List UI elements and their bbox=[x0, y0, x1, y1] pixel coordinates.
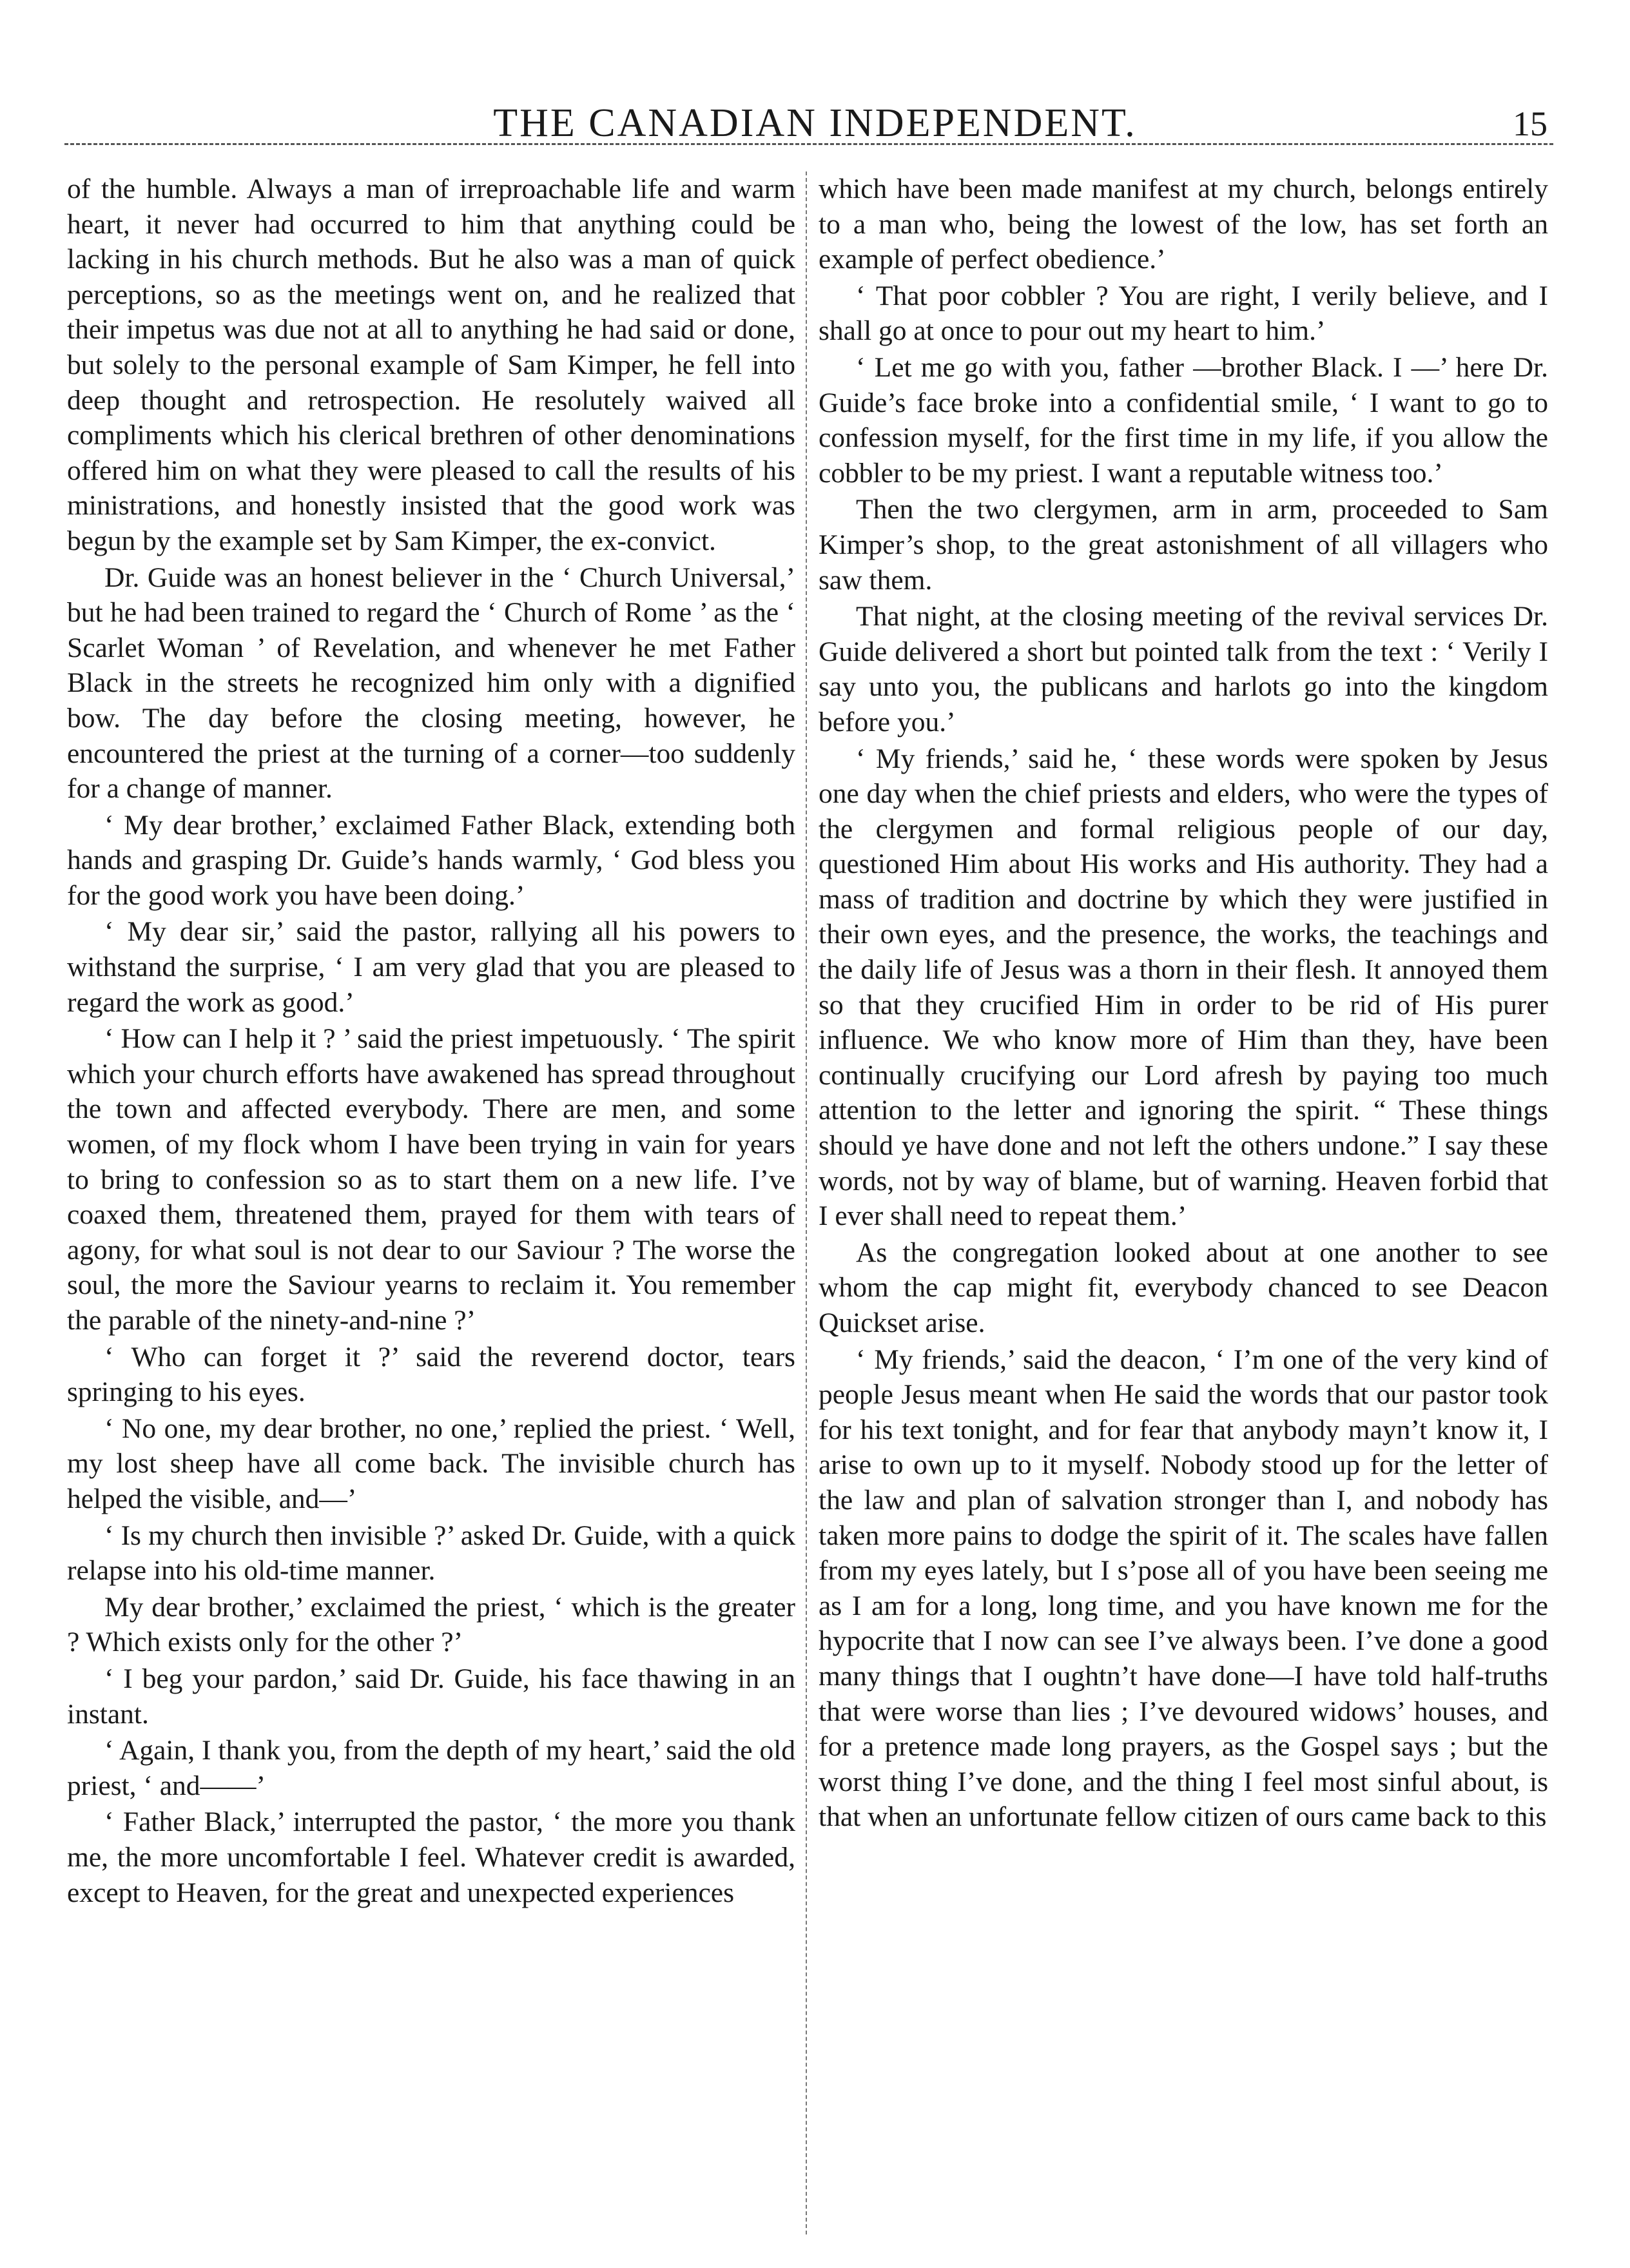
paragraph: That night, at the closing meeting of the revival services Dr. Guide delivered a short but pointed talk from the text : ‘ Verily I say unto you, the publicans and harlots go into the kingdom before you.’ bbox=[819, 601, 1548, 738]
paragraph: ‘ My dear sir,’ said the pastor, rallying all his powers to withstand the surprise, ‘ I am very glad that you are pleased to regard the work as good.’ bbox=[67, 916, 795, 1018]
paragraph: ‘ No one, my dear brother, no one,’ replied the priest. ‘ Well, my lost sheep have all come back. The invisible church has helped the visible, and—’ bbox=[67, 1413, 795, 1514]
paragraph: ‘ How can I help it ? ’ said the priest impetuously. ‘ The spirit which your church efforts have awakened has spread throughout the town and affected everybody. There are men, and some women, of my flock whom I have been trying in vain for years to bring to confession so as to start them on a new life. I’ve coaxed them, threatened them, prayed for them with tears of agony, for what soul is not dear to our Saviour ? The worse the soul, the more the Saviour yearns to reclaim it. You remember the parable of the ninety-and-nine ?’ bbox=[67, 1023, 795, 1336]
paragraph: ‘ My friends,’ said the deacon, ‘ I’m one of the very kind of people Jesus meant when He said the words that our pastor took for his text tonight, and for fear that anybody mayn’t know it, I arise to own up to it myself. Nobody stood up for the letter of the law and plan of salvation stronger than I, and nobody has taken more pains to dodge the spirit of it. The scales have fallen from my eyes lately, but I s’pose all of you have been seeing me as I am for a long, long time, and you have known me for the hypocrite that I now can see I’ve always been. I’ve done a good many things that I oughtn’t have done—I have told half-truths that were worse than lies ; I’ve devoured widows’ houses, and for a pretence made long prayers, as the Gospel says ; but the worst thing I’ve done, and the thing I feel most sinful about, is that when an unfortunate fellow citizen of ours came back to this bbox=[819, 1344, 1548, 1833]
paragraph: As the congregation looked about at one another to see whom the cap might fit, everybody chanced to see Deacon Quickset arise. bbox=[819, 1237, 1548, 1338]
publication-title: THE CANADIAN INDEPENDENT. bbox=[493, 101, 1137, 145]
column-divider bbox=[806, 171, 807, 2234]
paragraph: ‘ Who can forget it ?’ said the reverend doctor, tears springing to his eyes. bbox=[67, 1341, 795, 1408]
right-column bbox=[819, 171, 1548, 1835]
paragraph: ‘ Again, I thank you, from the depth of my heart,’ said the old priest, ‘ and——’ bbox=[67, 1735, 795, 1801]
page-header bbox=[0, 97, 1630, 155]
paragraph: ‘ That poor cobbler ? You are right, I verily believe, and I shall go at once to pour out my heart to him.’ bbox=[819, 280, 1548, 347]
paragraph: ‘ My dear brother,’ exclaimed Father Black, extending both hands and grasping Dr. Guide’s hands warmly, ‘ God bless you for the good work you have been doing.’ bbox=[67, 809, 795, 911]
paragraph: Dr. Guide was an honest believer in the ‘ Church Universal,’ but he had been trained to regard the ‘ Church of Rome ’ as the ‘ Scarlet Woman ’ of Revelation, and whenever he met Father Black in the streets he recognized him only with a dignified bow. The day before the closing meeting, however, he encountered the priest at the turning of a corner—too suddenly for a change of manner. bbox=[67, 562, 795, 805]
header-rule bbox=[64, 143, 1553, 145]
paragraph: My dear brother,’ exclaimed the priest, ‘ which is the greater ? Which exists only for the other ?’ bbox=[67, 1591, 795, 1658]
paragraph: of the humble. Always a man of irreproachable life and warm heart, it never had occurred to him that anything could be lacking in his church methods. But he also was a man of quick perceptions, so as the meetings went on, and he realized that their impetus was due not at all to anything he had said or done, but solely to the personal example of Sam Kimper, he fell into deep thought and retrospection. He resolutely waived all compliments which his clerical brethren of other denominations offered him on what they were pleased to call the results of his ministrations, and honestly insisted that the good work was begun by the example set by Sam Kimper, the ex-convict. bbox=[67, 173, 795, 556]
paragraph: ‘ I beg your pardon,’ said Dr. Guide, his face thawing in an instant. bbox=[67, 1663, 795, 1730]
paragraph: ‘ My friends,’ said he, ‘ these words were spoken by Jesus one day when the chief priests and elders, who were the types of the clergymen and formal religious people of our day, questioned Him about His works and His authority. They had a mass of tradition and doctrine by which they were justified in their own eyes, and the presence, the works, the teachings and the daily life of Jesus was a thorn in their flesh. It annoyed them so that they crucified Him in order to be rid of His purer influence. We who know more of Him than they, have been continually crucifying our Lord afresh by paying too much attention to the letter and ignoring the spirit. “ These things should ye have done and not left the others undone.” I say these words, not by way of blame, but of warning. Heaven forbid that I ever shall need to repeat them.’ bbox=[819, 743, 1548, 1232]
paragraph: ‘ Father Black,’ interrupted the pastor, ‘ the more you thank me, the more uncomfortable I feel. Whatever credit is awarded, except to Heaven, for the great and unexpected experiences bbox=[67, 1806, 795, 1908]
paragraph: which have been made manifest at my church, belongs entirely to a man who, being the lowest of the low, has set forth an example of perfect obedience.’ bbox=[819, 173, 1548, 275]
left-column bbox=[67, 171, 795, 1910]
paragraph: ‘ Let me go with you, father —brother Black. I —’ here Dr. Guide’s face broke into a confidential smile, ‘ I want to go to confession myself, for the first time in my life, if you allow the cobbler to be my priest. I want a reputable witness too.’ bbox=[819, 351, 1548, 489]
page-number: 15 bbox=[1513, 104, 1548, 143]
paragraph: ‘ Is my church then invisible ?’ asked Dr. Guide, with a quick relapse into his old-time manner. bbox=[67, 1520, 795, 1587]
paragraph: Then the two clergymen, arm in arm, proceeded to Sam Kimper’s shop, to the great astonishment of all villagers who saw them. bbox=[819, 494, 1548, 596]
